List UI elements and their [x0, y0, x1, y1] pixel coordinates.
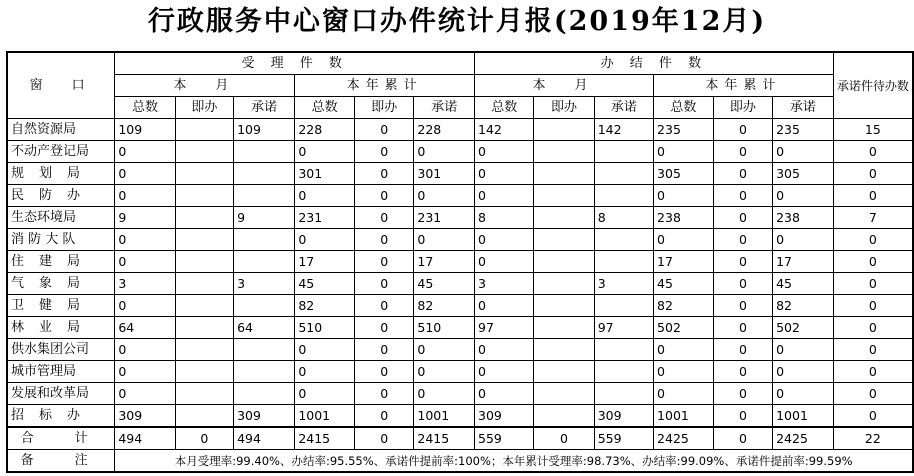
- cell: 0: [713, 427, 772, 450]
- cell: 0: [115, 339, 175, 361]
- cell: [175, 361, 233, 383]
- cell: 8: [594, 207, 653, 229]
- cell: 0: [355, 207, 414, 229]
- cell: [175, 185, 233, 207]
- cell: 235: [773, 119, 834, 141]
- pending-header: 承诺件待办数: [833, 52, 913, 119]
- cell: 1001: [414, 405, 475, 428]
- table-row: [7, 229, 913, 251]
- cell: 0: [475, 251, 534, 273]
- cell: 0: [295, 141, 355, 163]
- column-header-promised: 承诺: [773, 97, 834, 119]
- cell: 0: [355, 295, 414, 317]
- total-label: 合 计: [7, 427, 115, 450]
- pending-cell: 0: [833, 295, 913, 317]
- table-row: [7, 339, 913, 361]
- cell: [534, 207, 594, 229]
- pending-cell: 0: [833, 185, 913, 207]
- cell: 0: [713, 317, 772, 339]
- cell: 0: [475, 229, 534, 251]
- pending-cell: 15: [833, 119, 913, 141]
- column-header-total: 总数: [475, 97, 534, 119]
- column-header-immediate: 即办: [713, 97, 772, 119]
- table-row: [7, 273, 913, 295]
- cell: 0: [475, 295, 534, 317]
- cell: 0: [534, 427, 594, 450]
- column-header-total: 总数: [654, 97, 714, 119]
- cell: 1001: [295, 405, 355, 428]
- cell: 0: [295, 185, 355, 207]
- cell: 0: [713, 251, 772, 273]
- cell: 82: [295, 295, 355, 317]
- cell: 0: [355, 383, 414, 405]
- cell: [234, 185, 295, 207]
- cell: 0: [475, 339, 534, 361]
- table-row: [7, 361, 913, 383]
- cell: 0: [414, 185, 475, 207]
- cell: [175, 119, 233, 141]
- cell: 0: [355, 273, 414, 295]
- cell: 0: [475, 185, 534, 207]
- completed-this-month-header: 本 月: [475, 75, 654, 97]
- row-label: 卫 健 局: [7, 295, 115, 317]
- cell: 45: [414, 273, 475, 295]
- cell: 0: [115, 383, 175, 405]
- row-label: 不动产登记局: [7, 141, 115, 163]
- cell: 2425: [773, 427, 834, 450]
- cell: 309: [234, 405, 295, 428]
- cell: 0: [654, 383, 714, 405]
- cell: 2415: [295, 427, 355, 450]
- cell: [234, 361, 295, 383]
- cell: 0: [295, 339, 355, 361]
- cell: 9: [115, 207, 175, 229]
- cell: 0: [475, 361, 534, 383]
- cell: [175, 207, 233, 229]
- table-row: [7, 163, 913, 185]
- cell: 0: [773, 185, 834, 207]
- cell: 0: [414, 339, 475, 361]
- row-label: 气 象 局: [7, 273, 115, 295]
- cell: 301: [414, 163, 475, 185]
- cell: [594, 185, 653, 207]
- cell: 0: [713, 273, 772, 295]
- cell: [534, 295, 594, 317]
- table-row: [7, 141, 913, 163]
- cell: [594, 383, 653, 405]
- cell: 301: [295, 163, 355, 185]
- cell: 142: [475, 119, 534, 141]
- pending-cell: 0: [833, 273, 913, 295]
- cell: [594, 251, 653, 273]
- cell: [175, 273, 233, 295]
- cell: [175, 295, 233, 317]
- accepted-header: 受 理 件 数: [115, 52, 475, 75]
- row-label: 生态环境局: [7, 207, 115, 229]
- cell: 0: [654, 141, 714, 163]
- note-row: [7, 450, 913, 473]
- table-row: [7, 119, 913, 141]
- cell: 559: [475, 427, 534, 450]
- row-label: 城市管理局: [7, 361, 115, 383]
- cell: 1001: [773, 405, 834, 428]
- row-label: 林 业 局: [7, 317, 115, 339]
- cell: 494: [234, 427, 295, 450]
- cell: [234, 295, 295, 317]
- cell: 0: [414, 383, 475, 405]
- note-label: 备 注: [7, 450, 115, 473]
- pending-cell: 0: [833, 229, 913, 251]
- cell: [534, 185, 594, 207]
- statistics-table: [6, 51, 914, 473]
- cell: 0: [773, 339, 834, 361]
- cell: [534, 163, 594, 185]
- cell: [175, 163, 233, 185]
- cell: 0: [355, 251, 414, 273]
- cell: 0: [355, 361, 414, 383]
- row-label: 消 防 大 队: [7, 229, 115, 251]
- pending-cell: 0: [833, 339, 913, 361]
- row-label: 发展和改革局: [7, 383, 115, 405]
- row-label: 自然资源局: [7, 119, 115, 141]
- cell: 0: [115, 185, 175, 207]
- pending-cell: 7: [833, 207, 913, 229]
- cell: 0: [654, 339, 714, 361]
- cell: 97: [594, 317, 653, 339]
- cell: 0: [654, 361, 714, 383]
- cell: 0: [713, 339, 772, 361]
- cell: 0: [115, 229, 175, 251]
- cell: [594, 295, 653, 317]
- cell: 0: [355, 163, 414, 185]
- cell: 0: [175, 427, 233, 450]
- cell: 238: [654, 207, 714, 229]
- cell: 0: [713, 163, 772, 185]
- cell: 0: [295, 229, 355, 251]
- column-header-promised: 承诺: [594, 97, 653, 119]
- cell: [175, 339, 233, 361]
- cell: [534, 119, 594, 141]
- cell: 0: [713, 361, 772, 383]
- cell: [534, 361, 594, 383]
- cell: 309: [594, 405, 653, 428]
- cell: 109: [234, 119, 295, 141]
- cell: 109: [115, 119, 175, 141]
- cell: 17: [654, 251, 714, 273]
- cell: 235: [654, 119, 714, 141]
- cell: 510: [414, 317, 475, 339]
- cell: 45: [654, 273, 714, 295]
- cell: 305: [654, 163, 714, 185]
- window-header: 窗 口: [7, 52, 115, 119]
- column-header-total: 总数: [295, 97, 355, 119]
- cell: 0: [414, 361, 475, 383]
- cell: [534, 405, 594, 428]
- cell: [234, 339, 295, 361]
- pending-cell: 0: [833, 141, 913, 163]
- cell: 238: [773, 207, 834, 229]
- cell: 82: [654, 295, 714, 317]
- cell: 97: [475, 317, 534, 339]
- total-row: [7, 427, 913, 450]
- cell: 0: [773, 361, 834, 383]
- cell: [594, 163, 653, 185]
- pending-cell: 0: [833, 163, 913, 185]
- cell: 2415: [414, 427, 475, 450]
- cell: 0: [355, 185, 414, 207]
- cell: 64: [234, 317, 295, 339]
- cell: [534, 273, 594, 295]
- cell: 305: [773, 163, 834, 185]
- cell: [594, 361, 653, 383]
- cell: 0: [355, 119, 414, 141]
- cell: 0: [713, 229, 772, 251]
- accepted-this-month-header: 本 月: [115, 75, 295, 97]
- row-label: 住 建 局: [7, 251, 115, 273]
- total-pending-cell: 22: [833, 427, 913, 450]
- column-header-immediate: 即办: [175, 97, 233, 119]
- cell: [234, 229, 295, 251]
- cell: 82: [773, 295, 834, 317]
- cell: 0: [115, 251, 175, 273]
- cell: [594, 229, 653, 251]
- cell: [175, 383, 233, 405]
- cell: 17: [773, 251, 834, 273]
- cell: 0: [115, 141, 175, 163]
- cell: 0: [115, 361, 175, 383]
- cell: 17: [414, 251, 475, 273]
- cell: 45: [773, 273, 834, 295]
- cell: 0: [654, 185, 714, 207]
- cell: 231: [295, 207, 355, 229]
- cell: 0: [773, 383, 834, 405]
- cell: 0: [355, 141, 414, 163]
- table-row: [7, 251, 913, 273]
- cell: [175, 405, 233, 428]
- cell: 0: [475, 163, 534, 185]
- cell: 0: [713, 119, 772, 141]
- cell: [234, 141, 295, 163]
- cell: 0: [475, 383, 534, 405]
- page-title: 行政服务中心窗口办件统计月报(2019年12月): [147, 6, 767, 37]
- cell: 0: [295, 383, 355, 405]
- cell: 64: [115, 317, 175, 339]
- cell: 0: [713, 405, 772, 428]
- cell: 231: [414, 207, 475, 229]
- cell: [175, 251, 233, 273]
- cell: 0: [713, 207, 772, 229]
- cell: [175, 141, 233, 163]
- row-label: 招 标 办: [7, 405, 115, 428]
- pending-cell: 0: [833, 405, 913, 428]
- cell: [594, 141, 653, 163]
- completed-year-total-header: 本年累计: [654, 75, 834, 97]
- cell: [534, 141, 594, 163]
- cell: 502: [773, 317, 834, 339]
- accepted-year-total-header: 本年累计: [295, 75, 475, 97]
- cell: [175, 229, 233, 251]
- cell: [534, 383, 594, 405]
- cell: 0: [414, 141, 475, 163]
- table-row: [7, 317, 913, 339]
- cell: 0: [773, 229, 834, 251]
- completed-header: 办 结 件 数: [475, 52, 834, 75]
- row-label: 民 防 办: [7, 185, 115, 207]
- cell: 228: [414, 119, 475, 141]
- table-row: [7, 207, 913, 229]
- cell: 494: [115, 427, 175, 450]
- cell: 8: [475, 207, 534, 229]
- cell: 0: [355, 317, 414, 339]
- cell: 1001: [654, 405, 714, 428]
- cell: 45: [295, 273, 355, 295]
- note-text: 本月受理率:99.40%、办结率:95.55%、承诺件提前率:100%；本年累计受理率:98.73%、办结率:99.09%、承诺件提前率:99.59%: [115, 450, 913, 473]
- cell: 3: [234, 273, 295, 295]
- column-header-total: 总数: [115, 97, 175, 119]
- cell: 559: [594, 427, 653, 450]
- cell: 502: [654, 317, 714, 339]
- cell: 2425: [654, 427, 714, 450]
- cell: 510: [295, 317, 355, 339]
- cell: [534, 251, 594, 273]
- table-row: [7, 405, 913, 428]
- cell: 0: [713, 141, 772, 163]
- cell: 309: [115, 405, 175, 428]
- cell: 0: [414, 229, 475, 251]
- row-label: 规 划 局: [7, 163, 115, 185]
- cell: 228: [295, 119, 355, 141]
- cell: 3: [115, 273, 175, 295]
- cell: 0: [773, 141, 834, 163]
- cell: 309: [475, 405, 534, 428]
- cell: 3: [475, 273, 534, 295]
- column-header-promised: 承诺: [234, 97, 295, 119]
- cell: [234, 383, 295, 405]
- column-header-promised: 承诺: [414, 97, 475, 119]
- cell: [534, 339, 594, 361]
- table-row: [7, 185, 913, 207]
- cell: 9: [234, 207, 295, 229]
- cell: [234, 163, 295, 185]
- cell: [594, 339, 653, 361]
- pending-cell: 0: [833, 361, 913, 383]
- table-row: [7, 383, 913, 405]
- cell: [234, 251, 295, 273]
- table-row: [7, 295, 913, 317]
- cell: 0: [713, 185, 772, 207]
- cell: 17: [295, 251, 355, 273]
- cell: 0: [295, 361, 355, 383]
- cell: 3: [594, 273, 653, 295]
- cell: 0: [115, 295, 175, 317]
- row-label: 供水集团公司: [7, 339, 115, 361]
- cell: 0: [654, 229, 714, 251]
- cell: 0: [115, 163, 175, 185]
- cell: 0: [713, 383, 772, 405]
- pending-cell: 0: [833, 251, 913, 273]
- cell: 0: [713, 295, 772, 317]
- cell: 82: [414, 295, 475, 317]
- pending-cell: 0: [833, 383, 913, 405]
- cell: 0: [355, 229, 414, 251]
- column-header-immediate: 即办: [534, 97, 594, 119]
- column-header-immediate: 即办: [355, 97, 414, 119]
- cell: [175, 317, 233, 339]
- cell: 0: [355, 339, 414, 361]
- cell: 142: [594, 119, 653, 141]
- pending-cell: 0: [833, 317, 913, 339]
- cell: [534, 317, 594, 339]
- cell: 0: [355, 405, 414, 428]
- cell: 0: [475, 141, 534, 163]
- cell: 0: [355, 427, 414, 450]
- cell: [534, 229, 594, 251]
